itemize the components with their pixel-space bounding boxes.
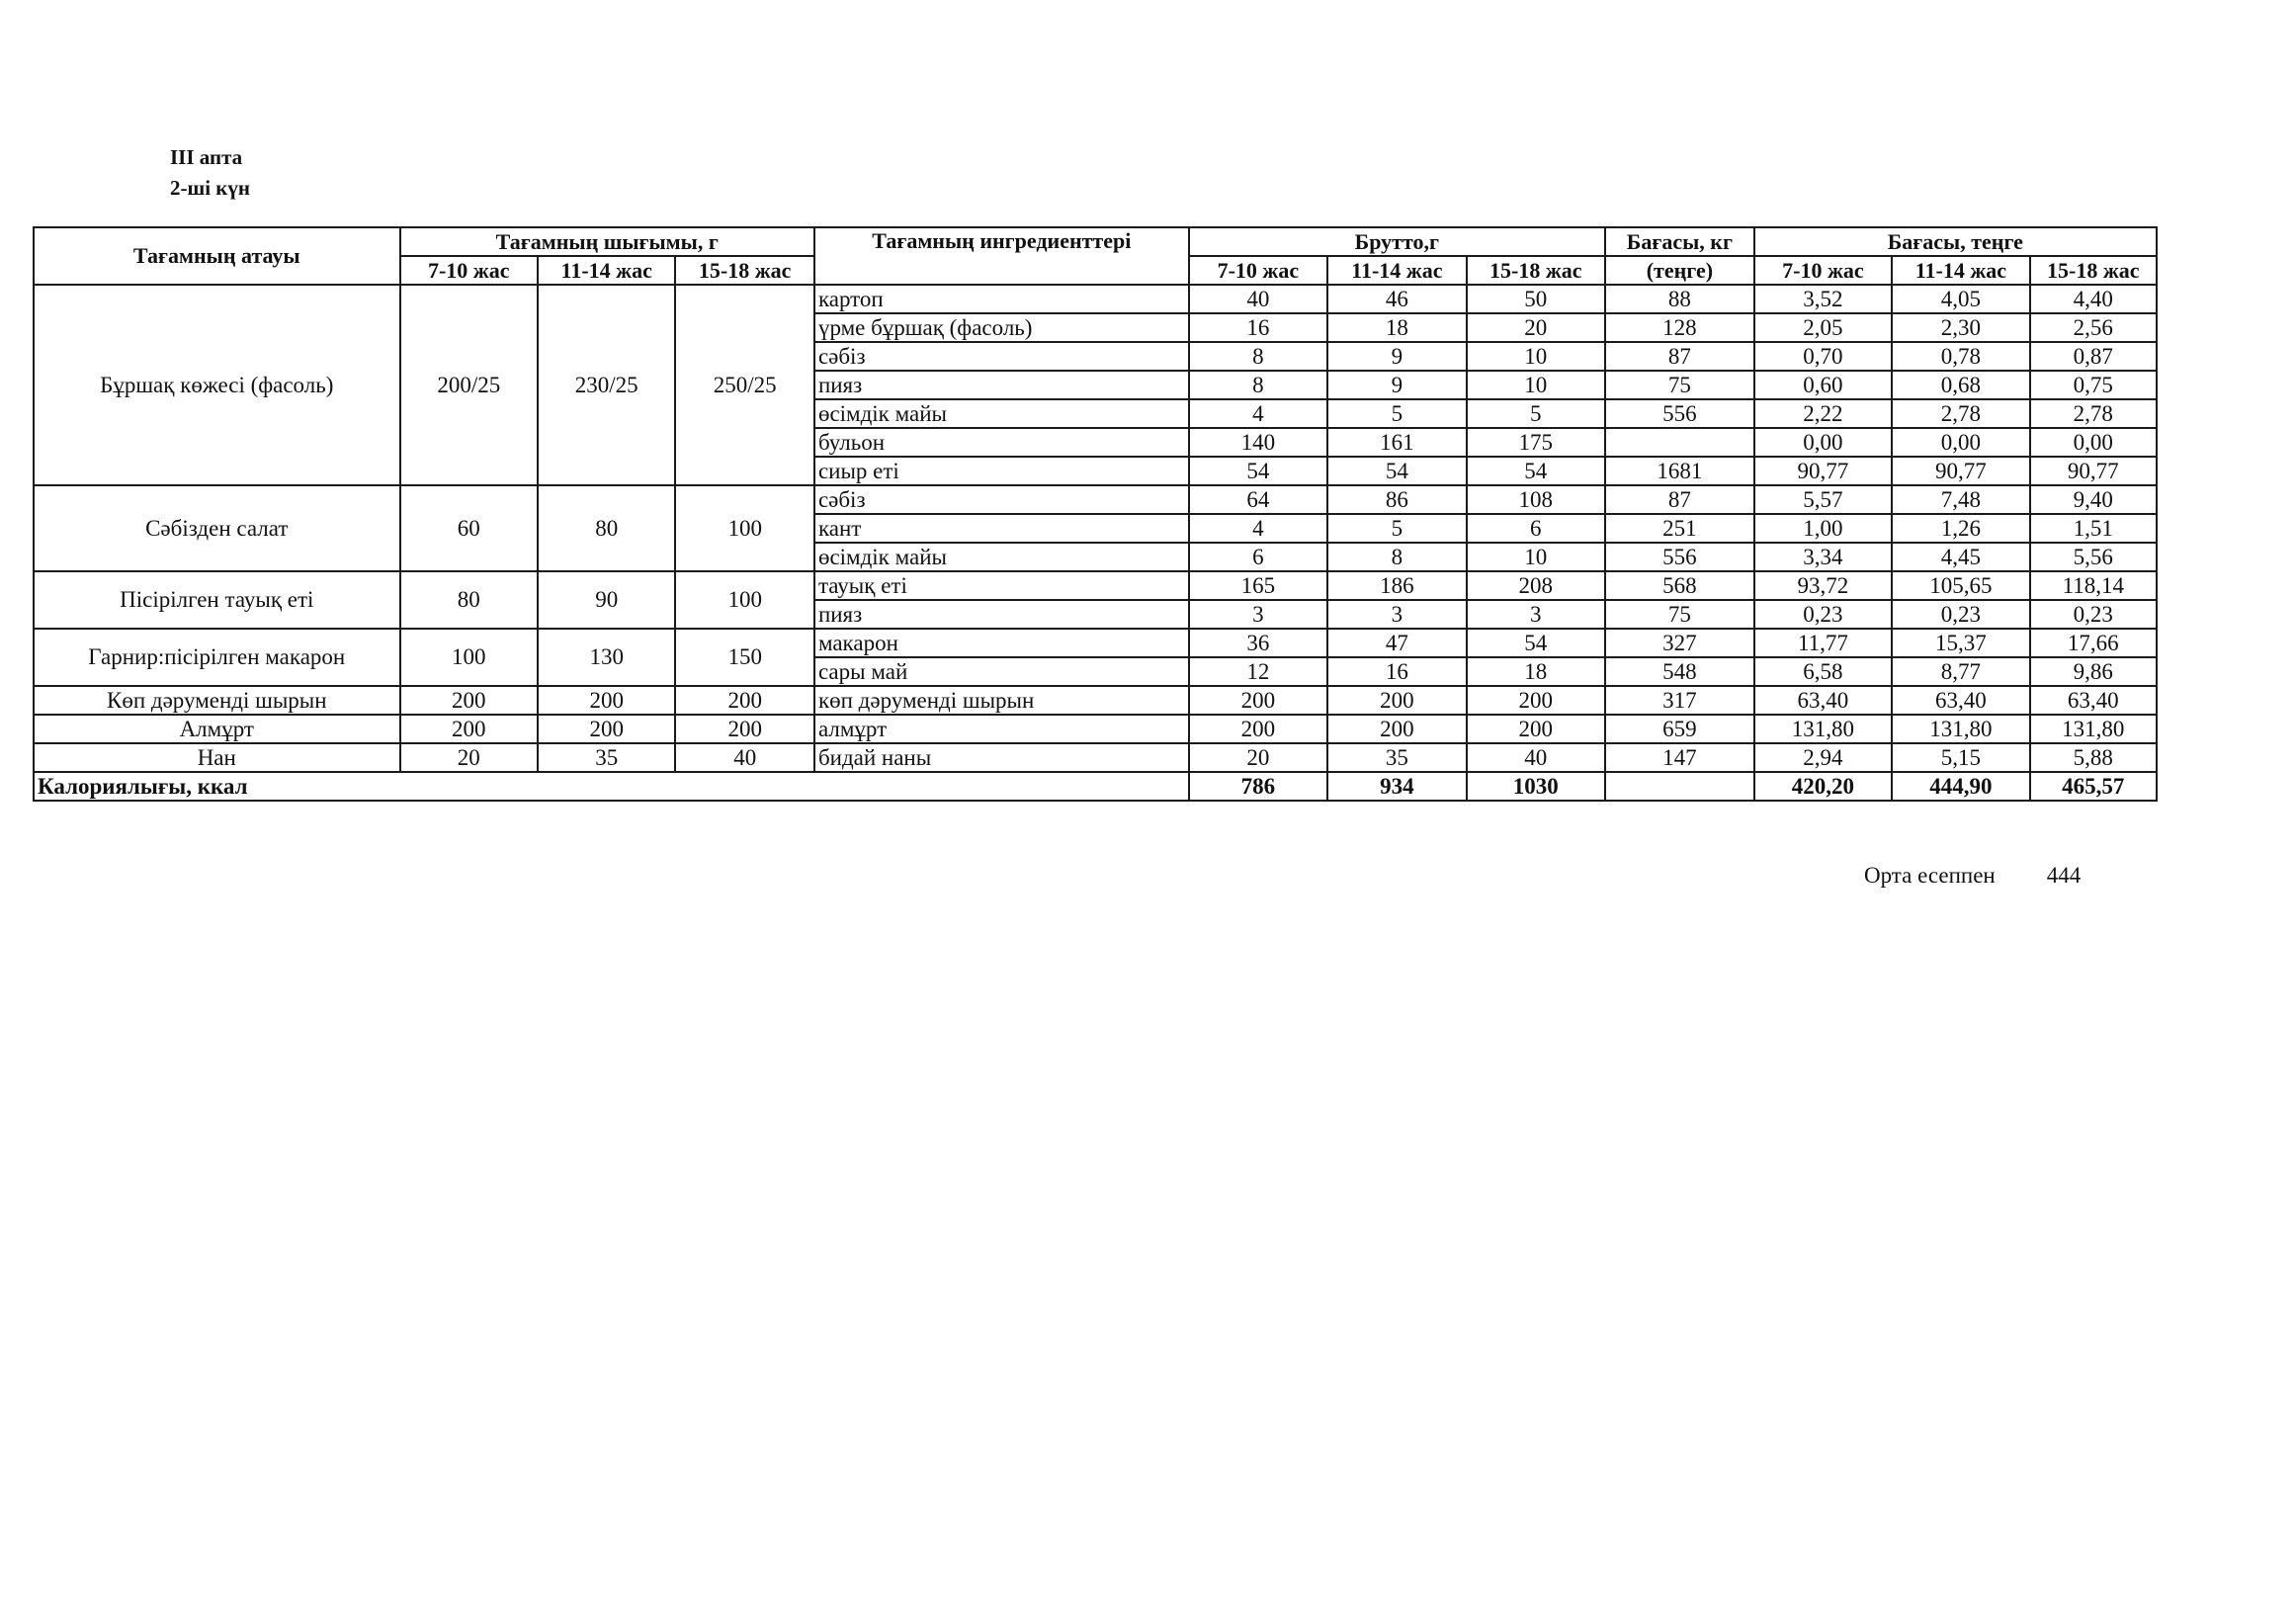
brutto-value: 140 [1189,428,1327,457]
brutto-value: 54 [1467,629,1605,657]
total-brutto: 1030 [1467,772,1605,801]
ingredient-name: тауық еті [814,571,1189,600]
dish-name: Гарнир:пісірілген макарон [34,629,400,686]
brutto-value: 200 [1189,686,1327,715]
price-value: 131,80 [1892,715,2029,743]
menu-body [34,285,2157,801]
dish-yield: 200 [400,686,538,715]
ingredient-name: сары май [814,657,1189,686]
price-per-kg [1605,428,1754,457]
ingredient-name: макарон [814,629,1189,657]
ingredient-name: пияз [814,371,1189,399]
price-value: 0,68 [1892,371,2029,399]
price-per-kg: 317 [1605,686,1754,715]
total-row [34,772,2157,801]
dish-name: Бұршақ көжесі (фасоль) [34,285,400,485]
ingredient-name: картоп [814,285,1189,313]
price-value: 93,72 [1754,571,1892,600]
dish-name: Сәбізден салат [34,485,400,571]
price-value: 63,40 [1754,686,1892,715]
brutto-value: 47 [1327,629,1466,657]
brutto-value: 54 [1189,457,1327,485]
brutto-value: 8 [1327,543,1466,571]
dish-yield: 200 [538,715,675,743]
dish-yield: 60 [400,485,538,571]
brutto-value: 86 [1327,485,1466,514]
brutto-value: 186 [1327,571,1466,600]
price-value: 5,57 [1754,485,1892,514]
brutto-value: 9 [1327,342,1466,371]
price-per-kg: 87 [1605,342,1754,371]
price-value: 8,77 [1892,657,2029,686]
average-value: 444 [2046,863,2082,888]
menu-table [33,226,2158,802]
price-per-kg: 556 [1605,399,1754,428]
brutto-age-header: 7-10 жас [1189,256,1327,285]
dish-yield: 40 [675,743,814,772]
brutto-value: 36 [1189,629,1327,657]
yield-age-header: 7-10 жас [400,256,538,285]
price-value: 2,22 [1754,399,1892,428]
price-value: 9,40 [2030,485,2157,514]
table-row [34,629,2157,657]
price-value: 63,40 [2030,686,2157,715]
average-label: Орта есеппен [1864,863,1996,888]
total-price: 465,57 [2030,772,2157,801]
dish-yield: 200 [675,686,814,715]
brutto-value: 8 [1189,342,1327,371]
price-value: 2,78 [2030,399,2157,428]
ingredient-name: бидай наны [814,743,1189,772]
dish-name-header: Тағамның атауы [34,227,400,285]
table-row [34,285,2157,313]
ingredient-name: алмұрт [814,715,1189,743]
brutto-value: 161 [1327,428,1466,457]
header-row-1 [34,227,2157,256]
price-value: 0,00 [2030,428,2157,457]
price-value: 0,00 [1892,428,2029,457]
price-value: 105,65 [1892,571,2029,600]
brutto-value: 4 [1189,399,1327,428]
price-value: 131,80 [2030,715,2157,743]
dish-yield: 200 [675,715,814,743]
price-value: 0,78 [1892,342,2029,371]
price-value: 131,80 [1754,715,1892,743]
dish-name: Пісірілген тауық еті [34,571,400,629]
brutto-value: 10 [1467,543,1605,571]
brutto-value: 9 [1327,371,1466,399]
dish-yield: 35 [538,743,675,772]
table-row [34,485,2157,514]
brutto-value: 46 [1327,285,1466,313]
price-value: 4,45 [1892,543,2029,571]
dish-yield: 100 [675,571,814,629]
brutto-value: 200 [1467,715,1605,743]
brutto-value: 18 [1467,657,1605,686]
brutto-value: 10 [1467,342,1605,371]
price-value: 90,77 [1892,457,2029,485]
price-per-kg: 87 [1605,485,1754,514]
dish-name: Алмұрт [34,715,400,743]
brutto-value: 18 [1327,313,1466,342]
price-value: 0,23 [1754,600,1892,629]
brutto-value: 8 [1189,371,1327,399]
brutto-age-header: 11-14 жас [1327,256,1466,285]
dish-yield: 150 [675,629,814,686]
brutto-value: 20 [1189,743,1327,772]
ingredient-name: көп дәруменді шырын [814,686,1189,715]
brutto-value: 40 [1467,743,1605,772]
price-per-kg: 147 [1605,743,1754,772]
price-per-kg: 659 [1605,715,1754,743]
ingredient-name: сәбіз [814,485,1189,514]
brutto-value: 208 [1467,571,1605,600]
price-value: 90,77 [1754,457,1892,485]
dish-yield: 100 [675,485,814,571]
dish-yield: 80 [400,571,538,629]
price-value: 3,52 [1754,285,1892,313]
table-row [34,686,2157,715]
total-brutto: 786 [1189,772,1327,801]
brutto-value: 5 [1327,399,1466,428]
price-per-kg: 568 [1605,571,1754,600]
price-value: 4,40 [2030,285,2157,313]
price-per-kg: 75 [1605,600,1754,629]
dish-yield: 100 [400,629,538,686]
price-value: 17,66 [2030,629,2157,657]
brutto-value: 200 [1327,686,1466,715]
dish-yield: 200 [400,715,538,743]
yield-age-header: 11-14 жас [538,256,675,285]
brutto-value: 64 [1189,485,1327,514]
price-per-kg: 1681 [1605,457,1754,485]
brutto-value: 5 [1467,399,1605,428]
ingredient-name: пияз [814,600,1189,629]
dish-yield: 130 [538,629,675,686]
price-per-kg: 548 [1605,657,1754,686]
dish-yield: 200 [538,686,675,715]
ingredient-name: бульон [814,428,1189,457]
dish-yield: 80 [538,485,675,571]
table-row [34,715,2157,743]
price-value: 6,58 [1754,657,1892,686]
price-per-kg: 128 [1605,313,1754,342]
brutto-value: 3 [1327,600,1466,629]
price-value: 3,34 [1754,543,1892,571]
price-value: 1,00 [1754,514,1892,543]
ingredient-name: кант [814,514,1189,543]
ingredient-name: сәбіз [814,342,1189,371]
brutto-value: 5 [1327,514,1466,543]
price-value: 0,23 [2030,600,2157,629]
price-value: 1,26 [1892,514,2029,543]
brutto-value: 16 [1327,657,1466,686]
price-kg-header: Бағасы, кг [1605,227,1754,256]
price-age-header: 15-18 жас [2030,256,2157,285]
brutto-value: 200 [1467,686,1605,715]
price-value: 90,77 [2030,457,2157,485]
brutto-value: 40 [1189,285,1327,313]
ingredients-header: Тағамның ингредиенттері [814,227,1189,285]
price-value: 7,48 [1892,485,2029,514]
price-age-header: 7-10 жас [1754,256,1892,285]
price-value: 0,23 [1892,600,2029,629]
brutto-value: 3 [1467,600,1605,629]
price-age-header: 11-14 жас [1892,256,2029,285]
table-row [34,571,2157,600]
brutto-value: 12 [1189,657,1327,686]
price-value: 0,60 [1754,371,1892,399]
price-per-kg: 556 [1605,543,1754,571]
total-price: 444,90 [1892,772,2029,801]
brutto-value: 6 [1467,514,1605,543]
price-per-kg: 251 [1605,514,1754,543]
price-per-kg: 327 [1605,629,1754,657]
brutto-value: 200 [1327,715,1466,743]
price-value: 2,94 [1754,743,1892,772]
brutto-value: 165 [1189,571,1327,600]
dish-name: Көп дәруменді шырын [34,686,400,715]
ingredient-name: өсімдік майы [814,543,1189,571]
brutto-value: 20 [1467,313,1605,342]
total-brutto: 934 [1327,772,1466,801]
brutto-value: 3 [1189,600,1327,629]
price-value: 0,75 [2030,371,2157,399]
price-tenge-header: Бағасы, теңге [1754,227,2157,256]
dish-yield: 20 [400,743,538,772]
brutto-value: 108 [1467,485,1605,514]
ingredient-name: өсімдік майы [814,399,1189,428]
price-value: 2,30 [1892,313,2029,342]
average-footer [1864,863,2081,889]
price-value: 0,87 [2030,342,2157,371]
brutto-value: 6 [1189,543,1327,571]
price-value: 15,37 [1892,629,2029,657]
price-value: 2,78 [1892,399,2029,428]
brutto-value: 16 [1189,313,1327,342]
price-value: 0,00 [1754,428,1892,457]
total-price: 420,20 [1754,772,1892,801]
price-value: 9,86 [2030,657,2157,686]
dish-yield: 200/25 [400,285,538,485]
price-per-kg: 75 [1605,371,1754,399]
price-value: 5,15 [1892,743,2029,772]
page-heading [170,142,250,204]
day-label: 2-ші күн [170,176,251,200]
brutto-value: 54 [1467,457,1605,485]
price-kg-unit: (теңге) [1605,256,1754,285]
table-row [34,743,2157,772]
brutto-value: 200 [1189,715,1327,743]
price-value: 5,88 [2030,743,2157,772]
dish-yield: 250/25 [675,285,814,485]
ingredient-name: үрме бұршақ (фасоль) [814,313,1189,342]
price-value: 2,05 [1754,313,1892,342]
brutto-value: 4 [1189,514,1327,543]
ingredient-name: сиыр еті [814,457,1189,485]
brutto-value: 35 [1327,743,1466,772]
price-value: 118,14 [2030,571,2157,600]
price-value: 2,56 [2030,313,2157,342]
price-value: 4,05 [1892,285,2029,313]
dish-name: Нан [34,743,400,772]
price-per-kg: 88 [1605,285,1754,313]
price-value: 1,51 [2030,514,2157,543]
price-value: 63,40 [1892,686,2029,715]
brutto-header: Брутто,г [1189,227,1605,256]
brutto-value: 50 [1467,285,1605,313]
dish-yield: 230/25 [538,285,675,485]
yield-header: Тағамның шығымы, г [400,227,814,256]
brutto-value: 54 [1327,457,1466,485]
brutto-value: 175 [1467,428,1605,457]
yield-age-header: 15-18 жас [675,256,814,285]
price-value: 5,56 [2030,543,2157,571]
price-value: 11,77 [1754,629,1892,657]
dish-yield: 90 [538,571,675,629]
total-label: Калориялығы, ккал [34,772,1189,801]
price-value: 0,70 [1754,342,1892,371]
brutto-age-header: 15-18 жас [1467,256,1605,285]
week-label: III апта [170,145,243,169]
brutto-value: 10 [1467,371,1605,399]
total-price-kg [1605,772,1754,801]
